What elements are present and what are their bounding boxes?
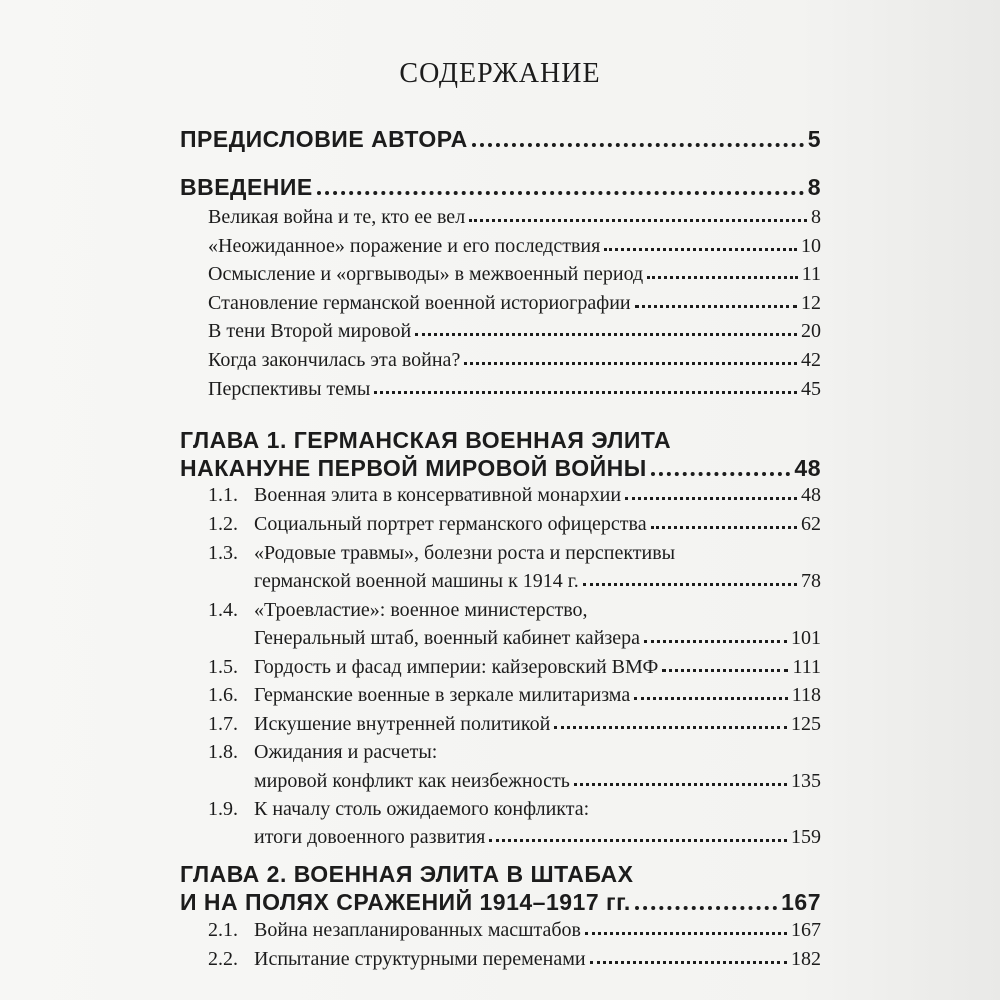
dot-leader [651, 471, 791, 476]
toc-entry[interactable] [208, 484, 821, 507]
toc-entry[interactable] [208, 206, 821, 229]
section-number: 2.2. [208, 948, 238, 970]
toc-entry-label: Ожидания и расчеты: [254, 741, 438, 763]
dot-leader [574, 782, 787, 786]
section-number: 1.7. [208, 713, 238, 735]
toc-entry-line1[interactable] [208, 599, 588, 622]
toc-entry-line2[interactable] [254, 826, 821, 849]
toc-entry-label: Искушение внутренней политикой [254, 713, 551, 735]
dot-leader [415, 332, 797, 336]
dot-leader [662, 668, 788, 672]
toc-entry-line1[interactable] [208, 741, 437, 764]
toc-entry-page: 159 [791, 826, 821, 848]
toc-entry-chapter-1[interactable] [180, 455, 821, 482]
toc-entry-label: Генеральный штаб, военный кабинет кайзера [254, 627, 641, 649]
toc-entry-page: 111 [792, 656, 821, 678]
page-title: СОДЕРЖАНИЕ [399, 58, 601, 89]
toc-entry-label: Социальный портрет германского офицерства [254, 513, 647, 535]
chapter-2-title-line2: И НА ПОЛЯХ СРАЖЕНИЙ 1914–1917 гг. [180, 889, 631, 915]
toc-entry-page: 8 [811, 206, 821, 228]
chapter-1-title-line1: ГЛАВА 1. ГЕРМАНСКАЯ ВОЕННАЯ ЭЛИТА [180, 427, 672, 453]
dot-leader [644, 639, 787, 643]
toc-entry-preface[interactable] [180, 126, 821, 153]
toc-entry-chapter-2[interactable] [180, 889, 821, 916]
section-number: 1.2. [208, 513, 238, 535]
section-number: 2.1. [208, 919, 238, 941]
toc-entry-label: Осмысление и «оргвыводы» в межвоенный период [208, 263, 644, 285]
dot-leader [472, 142, 804, 147]
toc-entry-page: 78 [801, 570, 821, 592]
section-number: 1.4. [208, 599, 238, 621]
toc-entry-page: 167 [791, 919, 821, 941]
toc-entry-line1[interactable] [208, 542, 675, 565]
dot-leader [647, 275, 798, 279]
toc-entry-line1[interactable] [208, 798, 589, 821]
section-number: 1.8. [208, 741, 238, 763]
toc-entry-label: ВВЕДЕНИЕ [180, 174, 313, 200]
toc-entry-label: «Неожиданное» поражение и его последствия [208, 235, 601, 257]
toc-entry-page: 42 [801, 349, 821, 371]
toc-entry[interactable] [208, 513, 821, 536]
toc-entry-page: 12 [801, 292, 821, 314]
toc-entry-page: 10 [801, 235, 821, 257]
toc-entry-line2[interactable] [254, 770, 821, 793]
toc-entry-page: 118 [791, 684, 821, 706]
toc-entry-page: 45 [801, 378, 821, 400]
toc-entry-label: В тени Второй мировой [208, 320, 412, 342]
toc-entry[interactable] [208, 713, 821, 736]
dot-leader [634, 696, 788, 700]
toc-entry-label: Великая война и те, кто ее вел [208, 206, 466, 228]
dot-leader [464, 361, 797, 365]
section-number: 1.6. [208, 684, 238, 706]
toc-entry-label: К началу столь ожидаемого конфликта: [254, 798, 590, 820]
section-number: 1.1. [208, 484, 238, 506]
toc-entry-page: 48 [794, 455, 821, 481]
toc-entry[interactable] [208, 235, 821, 258]
toc-entry[interactable] [208, 684, 821, 707]
toc-entry-label: «Родовые травмы», болезни роста и перспективы [254, 542, 676, 564]
dot-leader [317, 190, 804, 195]
dot-leader [374, 390, 797, 394]
toc-entry[interactable] [208, 656, 821, 679]
toc-entry-label: мировой конфликт как неизбежность [254, 770, 570, 792]
toc-entry-label: Гордость и фасад империи: кайзеровский ВМФ [254, 656, 659, 678]
dot-leader [590, 960, 787, 964]
toc-entry-label: Испытание структурными переменами [254, 948, 586, 970]
dot-leader [489, 838, 787, 842]
section-number: 1.9. [208, 798, 238, 820]
section-number: 1.5. [208, 656, 238, 678]
toc-entry-line2[interactable] [254, 570, 821, 593]
toc-entry-label: Война незапланированных масштабов [254, 919, 581, 941]
toc-entry-label: итоги довоенного развития [254, 826, 486, 848]
section-number: 1.3. [208, 542, 238, 564]
dot-leader [635, 905, 777, 910]
toc-entry-page: 125 [791, 713, 821, 735]
toc-entry-page: 62 [801, 513, 821, 535]
dot-leader [604, 247, 797, 251]
toc-entry[interactable] [208, 919, 821, 942]
toc-entry[interactable] [208, 320, 821, 343]
toc-entry[interactable] [208, 263, 821, 286]
dot-leader [651, 525, 797, 529]
toc-entry-line2[interactable] [254, 627, 821, 650]
toc-entry-introduction[interactable] [180, 174, 821, 201]
toc-entry-label: германской военной машины к 1914 г. [254, 570, 579, 592]
toc-entry-label: «Троевластие»: военное министерство, [254, 599, 588, 621]
dot-leader [625, 496, 797, 500]
toc-entry-page: 5 [807, 126, 821, 152]
toc-entry[interactable] [208, 948, 821, 971]
dot-leader [635, 304, 797, 308]
toc-entry-page: 101 [791, 627, 821, 649]
toc-entry[interactable] [208, 378, 821, 401]
toc-entry-label: Когда закончилась эта война? [208, 349, 461, 371]
toc-entry-page: 48 [801, 484, 821, 506]
dot-leader [469, 218, 807, 222]
toc-entry[interactable] [208, 292, 821, 315]
toc-entry-page: 20 [801, 320, 821, 342]
toc-entry-label: ПРЕДИСЛОВИЕ АВТОРА [180, 126, 468, 152]
toc-entry-label: Военная элита в консервативной монархии [254, 484, 622, 506]
dot-leader [585, 931, 787, 935]
toc-entry-label: Становление германской военной историографии [208, 292, 631, 314]
toc-entry-label: Германские военные в зеркале милитаризма [254, 684, 631, 706]
toc-entry[interactable] [208, 349, 821, 372]
toc-entry-label: Перспективы темы [208, 378, 371, 400]
toc-entry-page: 135 [791, 770, 821, 792]
toc-entry-page: 167 [781, 889, 821, 915]
dot-leader [554, 725, 787, 729]
toc-entry-page: 182 [791, 948, 821, 970]
dot-leader [583, 582, 797, 586]
toc-entry-page: 8 [807, 174, 821, 200]
chapter-2-title-line1: ГЛАВА 2. ВОЕННАЯ ЭЛИТА В ШТАБАХ [180, 861, 634, 887]
chapter-1-title-line2: НАКАНУНЕ ПЕРВОЙ МИРОВОЙ ВОЙНЫ [180, 455, 647, 481]
toc-entry-page: 11 [801, 263, 821, 285]
